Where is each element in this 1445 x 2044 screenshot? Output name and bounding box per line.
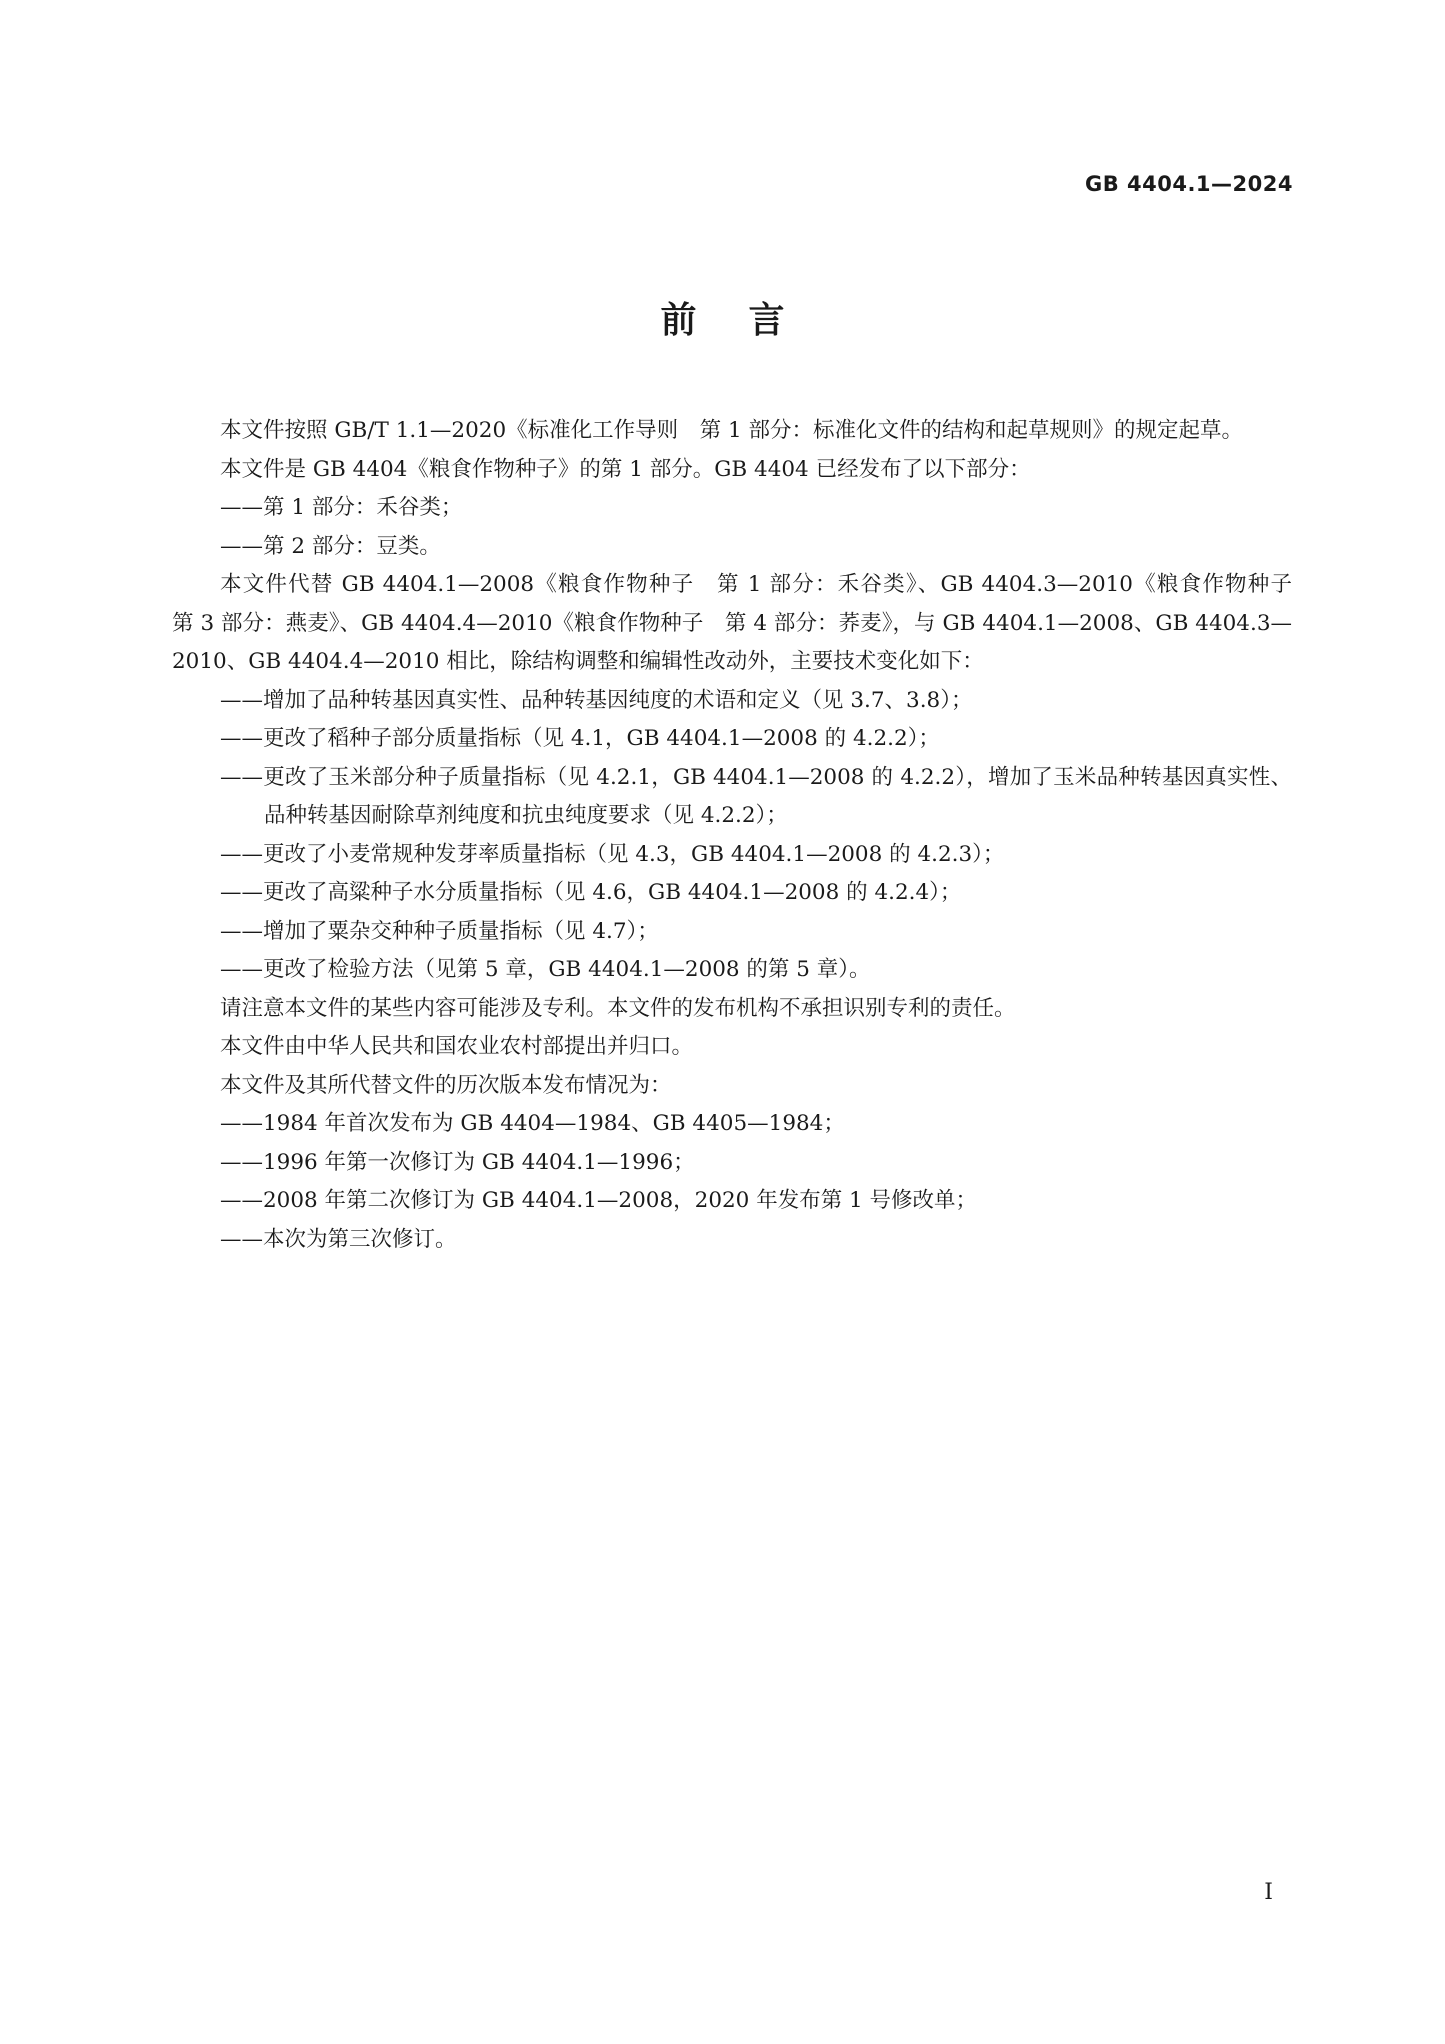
page-number: I — [1264, 1880, 1273, 1905]
list-item: ——更改了稻种子部分质量指标（见 4.1，GB 4404.1—2008 的 4.2.2）； — [220, 726, 940, 751]
paragraph: 本文件按照 GB/T 1.1—2020《标准化工作导则 第 1 部分：标准化文件的结构和起草规则》的规定起草。 — [220, 418, 1243, 443]
list-item: ——增加了粟杂交种种子质量指标（见 4.7）； — [220, 918, 659, 944]
list-item: ——第 2 部分：豆类。 — [220, 533, 441, 559]
list-item: ——第 1 部分：禾谷类； — [220, 495, 463, 520]
list-item: ——更改了检验方法（见第 5 章，GB 4404.1—2008 的第 5 章）。 — [220, 957, 871, 982]
list-item: ——更改了高粱种子水分质量指标（见 4.6，GB 4404.1—2008 的 4.2.4）； — [220, 880, 962, 905]
paragraph: 本文件是 GB 4404《粮食作物种子》的第 1 部分。GB 4404 已经发布了以下部分： — [220, 456, 1031, 482]
foreword-body — [172, 412, 1314, 1259]
paragraph: 本文件由中华人民共和国农业农村部提出并归口。 — [220, 1034, 694, 1059]
page-title: 前言 — [660, 300, 837, 341]
list-item: ——1996 年第一次修订为 GB 4404.1—1996； — [220, 1149, 695, 1175]
paragraph: 请注意本文件的某些内容可能涉及专利。本文件的发布机构不承担识别专利的责任。 — [220, 995, 1016, 1021]
standard-number: GB 4404.1—2024 — [1084, 172, 1293, 196]
list-item: ——本次为第三次修订。 — [220, 1226, 457, 1252]
paragraph: 本文件及其所代替文件的历次版本发布情况为： — [220, 1072, 672, 1098]
list-item: ——2008 年第二次修订为 GB 4404.1—2008，2020 年发布第 1 号修改单； — [220, 1188, 978, 1213]
list-item: ——更改了小麦常规种发芽率质量指标（见 4.3，GB 4404.1—2008 的 4.2.3）； — [220, 841, 1005, 867]
list-item: ——更改了玉米部分种子质量指标（见 4.2.1，GB 4404.1—2008 的 4.2.2），增加了玉米品种转基因真实性、品种转基因耐除草剂纯度和抗虫纯度要求（见 4.2.2）； — [220, 764, 1292, 828]
list-item: ——增加了品种转基因真实性、品种转基因纯度的术语和定义（见 3.7、3.8）； — [220, 687, 973, 713]
paragraph: 本文件代替 GB 4404.1—2008《粮食作物种子 第 1 部分：禾谷类》、GB 4404.3—2010《粮食作物种子 第 3 部分：燕麦》、GB 4404.4—2010《粮食作物种子 第 4 部分：荞麦》，与 GB 4404.1—2008、GB 4404.3—2010、GB 4404.4—2010 相比，除结构调整和编辑性改动外，主要技术变化如下： — [172, 572, 1314, 674]
list-item: ——1984 年首次发布为 GB 4404—1984、GB 4405—1984； — [220, 1111, 845, 1136]
